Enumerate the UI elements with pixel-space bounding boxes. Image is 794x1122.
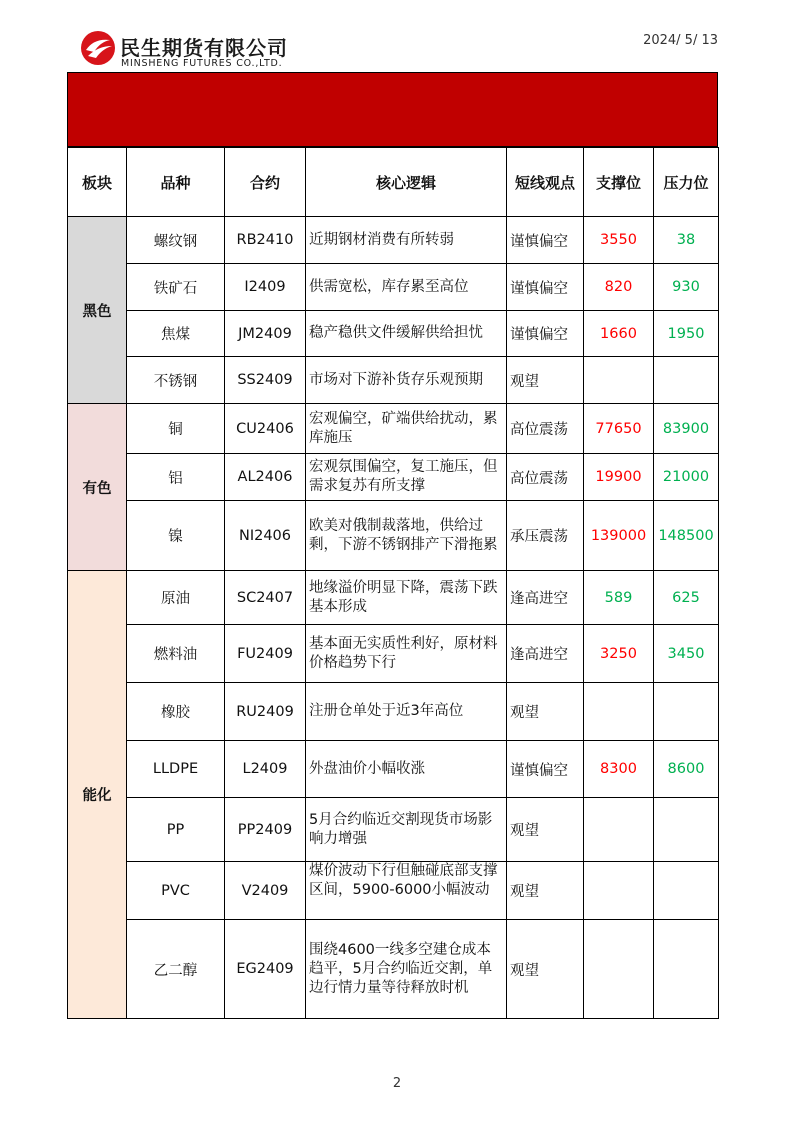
table-row bbox=[68, 625, 719, 683]
sector-energy: 能化 bbox=[68, 571, 127, 1019]
view-cell: 谨慎偏空 bbox=[507, 741, 584, 798]
logic-cell: 近期钢材消费有所转弱 bbox=[306, 217, 507, 264]
resistance-cell: 8600 bbox=[654, 741, 719, 798]
strategy-table bbox=[67, 147, 719, 1019]
support-cell: 3550 bbox=[584, 217, 654, 264]
product-cell: 铝 bbox=[127, 454, 225, 501]
contract-cell: SC2407 bbox=[225, 571, 306, 625]
view-cell: 高位震荡 bbox=[507, 404, 584, 454]
resistance-cell bbox=[654, 862, 719, 920]
contract-cell: FU2409 bbox=[225, 625, 306, 683]
contract-cell: V2409 bbox=[225, 862, 306, 920]
support-cell bbox=[584, 357, 654, 404]
table-header-row bbox=[68, 148, 719, 217]
logic-cell: 宏观偏空，矿端供给扰动，累库施压 bbox=[306, 404, 507, 454]
table-row bbox=[68, 311, 719, 357]
page-number: 2 bbox=[392, 1076, 402, 1091]
view-cell: 观望 bbox=[507, 798, 584, 862]
view-cell: 观望 bbox=[507, 683, 584, 741]
product-cell: 铜 bbox=[127, 404, 225, 454]
contract-cell: L2409 bbox=[225, 741, 306, 798]
view-cell: 高位震荡 bbox=[507, 454, 584, 501]
contract-cell: AL2406 bbox=[225, 454, 306, 501]
table-row bbox=[68, 798, 719, 862]
logic-cell bbox=[306, 862, 507, 920]
header-contract: 合约 bbox=[225, 148, 306, 217]
view-cell: 逢高进空 bbox=[507, 571, 584, 625]
support-cell: 19900 bbox=[584, 454, 654, 501]
logic-cell: 市场对下游补货存乐观预期 bbox=[306, 357, 507, 404]
contract-cell: SS2409 bbox=[225, 357, 306, 404]
header-view: 短线观点 bbox=[507, 148, 584, 217]
company-name-cn: 民生期货有限公司 bbox=[120, 36, 288, 60]
view-cell: 谨慎偏空 bbox=[507, 311, 584, 357]
logic-cell: 基本面无实质性利好，原材料价格趋势下行 bbox=[306, 625, 507, 683]
table-row bbox=[68, 454, 719, 501]
product-cell: LLDPE bbox=[127, 741, 225, 798]
resistance-cell: 38 bbox=[654, 217, 719, 264]
table-row bbox=[68, 571, 719, 625]
logic-cell: 外盘油价小幅收涨 bbox=[306, 741, 507, 798]
contract-cell: PP2409 bbox=[225, 798, 306, 862]
view-cell: 观望 bbox=[507, 357, 584, 404]
product-cell: PVC bbox=[127, 862, 225, 920]
contract-cell: JM2409 bbox=[225, 311, 306, 357]
table-row bbox=[68, 920, 719, 1019]
product-cell: 乙二醇 bbox=[127, 920, 225, 1019]
view-cell: 谨慎偏空 bbox=[507, 264, 584, 311]
product-cell: 铁矿石 bbox=[127, 264, 225, 311]
support-cell: 77650 bbox=[584, 404, 654, 454]
product-cell: 燃料油 bbox=[127, 625, 225, 683]
contract-cell: I2409 bbox=[225, 264, 306, 311]
support-cell: 3250 bbox=[584, 625, 654, 683]
resistance-cell bbox=[654, 357, 719, 404]
logic-text: 煤价波动下行但触碰底部支撑区间，5900-6000小幅波动 bbox=[309, 863, 498, 898]
contract-cell: CU2406 bbox=[225, 404, 306, 454]
product-cell: 原油 bbox=[127, 571, 225, 625]
resistance-cell: 3450 bbox=[654, 625, 719, 683]
contract-cell: RU2409 bbox=[225, 683, 306, 741]
table-row bbox=[68, 683, 719, 741]
sector-nonferrous: 有色 bbox=[68, 404, 127, 571]
support-cell bbox=[584, 920, 654, 1019]
resistance-cell: 1950 bbox=[654, 311, 719, 357]
support-cell bbox=[584, 683, 654, 741]
support-cell bbox=[584, 862, 654, 920]
logic-cell: 欧美对俄制裁落地，供给过剩，下游不锈钢排产下滑拖累 bbox=[306, 501, 507, 571]
view-cell: 谨慎偏空 bbox=[507, 217, 584, 264]
support-cell: 139000 bbox=[584, 501, 654, 571]
logic-cell: 围绕4600一线多空建仓成本趋平，5月合约临近交割，单边行情力量等待释放时机 bbox=[306, 920, 507, 1019]
logic-cell: 5月合约临近交割现货市场影响力增强 bbox=[306, 798, 507, 862]
sector-black: 黑色 bbox=[68, 217, 127, 404]
contract-cell: NI2406 bbox=[225, 501, 306, 571]
support-cell: 1660 bbox=[584, 311, 654, 357]
logic-cell: 注册仓单处于近3年高位 bbox=[306, 683, 507, 741]
header-sector: 板块 bbox=[68, 148, 127, 217]
contract-cell: EG2409 bbox=[225, 920, 306, 1019]
product-cell: 螺纹钢 bbox=[127, 217, 225, 264]
resistance-cell: 148500 bbox=[654, 501, 719, 571]
view-cell: 观望 bbox=[507, 862, 584, 920]
resistance-cell: 625 bbox=[654, 571, 719, 625]
table-row bbox=[68, 217, 719, 264]
company-name-en: MINSHENG FUTURES CO.,LTD. bbox=[121, 58, 283, 69]
logic-cell: 供需宽松，库存累至高位 bbox=[306, 264, 507, 311]
header-logic: 核心逻辑 bbox=[306, 148, 507, 217]
header-product: 品种 bbox=[127, 148, 225, 217]
product-cell: 不锈钢 bbox=[127, 357, 225, 404]
company-logo bbox=[80, 30, 320, 72]
product-cell: 焦煤 bbox=[127, 311, 225, 357]
header-resistance: 压力位 bbox=[654, 148, 719, 217]
report-date: 2024/ 5/ 13 bbox=[643, 33, 718, 48]
support-cell: 589 bbox=[584, 571, 654, 625]
support-cell: 820 bbox=[584, 264, 654, 311]
contract-cell: RB2410 bbox=[225, 217, 306, 264]
resistance-cell: 83900 bbox=[654, 404, 719, 454]
resistance-cell: 930 bbox=[654, 264, 719, 311]
header-support: 支撑位 bbox=[584, 148, 654, 217]
table-row bbox=[68, 741, 719, 798]
title-banner bbox=[67, 72, 718, 147]
support-cell: 8300 bbox=[584, 741, 654, 798]
minsheng-logo-icon bbox=[80, 30, 116, 66]
support-cell bbox=[584, 798, 654, 862]
table-row bbox=[68, 357, 719, 404]
table-row bbox=[68, 501, 719, 571]
logic-cell: 稳产稳供文件缓解供给担忧 bbox=[306, 311, 507, 357]
product-cell: 橡胶 bbox=[127, 683, 225, 741]
logic-cell: 宏观氛围偏空，复工施压，但需求复苏有所支撑 bbox=[306, 454, 507, 501]
logic-cell: 地缘溢价明显下降，震荡下跌基本形成 bbox=[306, 571, 507, 625]
table-row bbox=[68, 404, 719, 454]
view-cell: 逢高进空 bbox=[507, 625, 584, 683]
product-cell: 镍 bbox=[127, 501, 225, 571]
view-cell: 承压震荡 bbox=[507, 501, 584, 571]
resistance-cell: 21000 bbox=[654, 454, 719, 501]
resistance-cell bbox=[654, 798, 719, 862]
resistance-cell bbox=[654, 683, 719, 741]
resistance-cell bbox=[654, 920, 719, 1019]
product-cell: PP bbox=[127, 798, 225, 862]
view-cell: 观望 bbox=[507, 920, 584, 1019]
table-row bbox=[68, 264, 719, 311]
table-row bbox=[68, 862, 719, 920]
